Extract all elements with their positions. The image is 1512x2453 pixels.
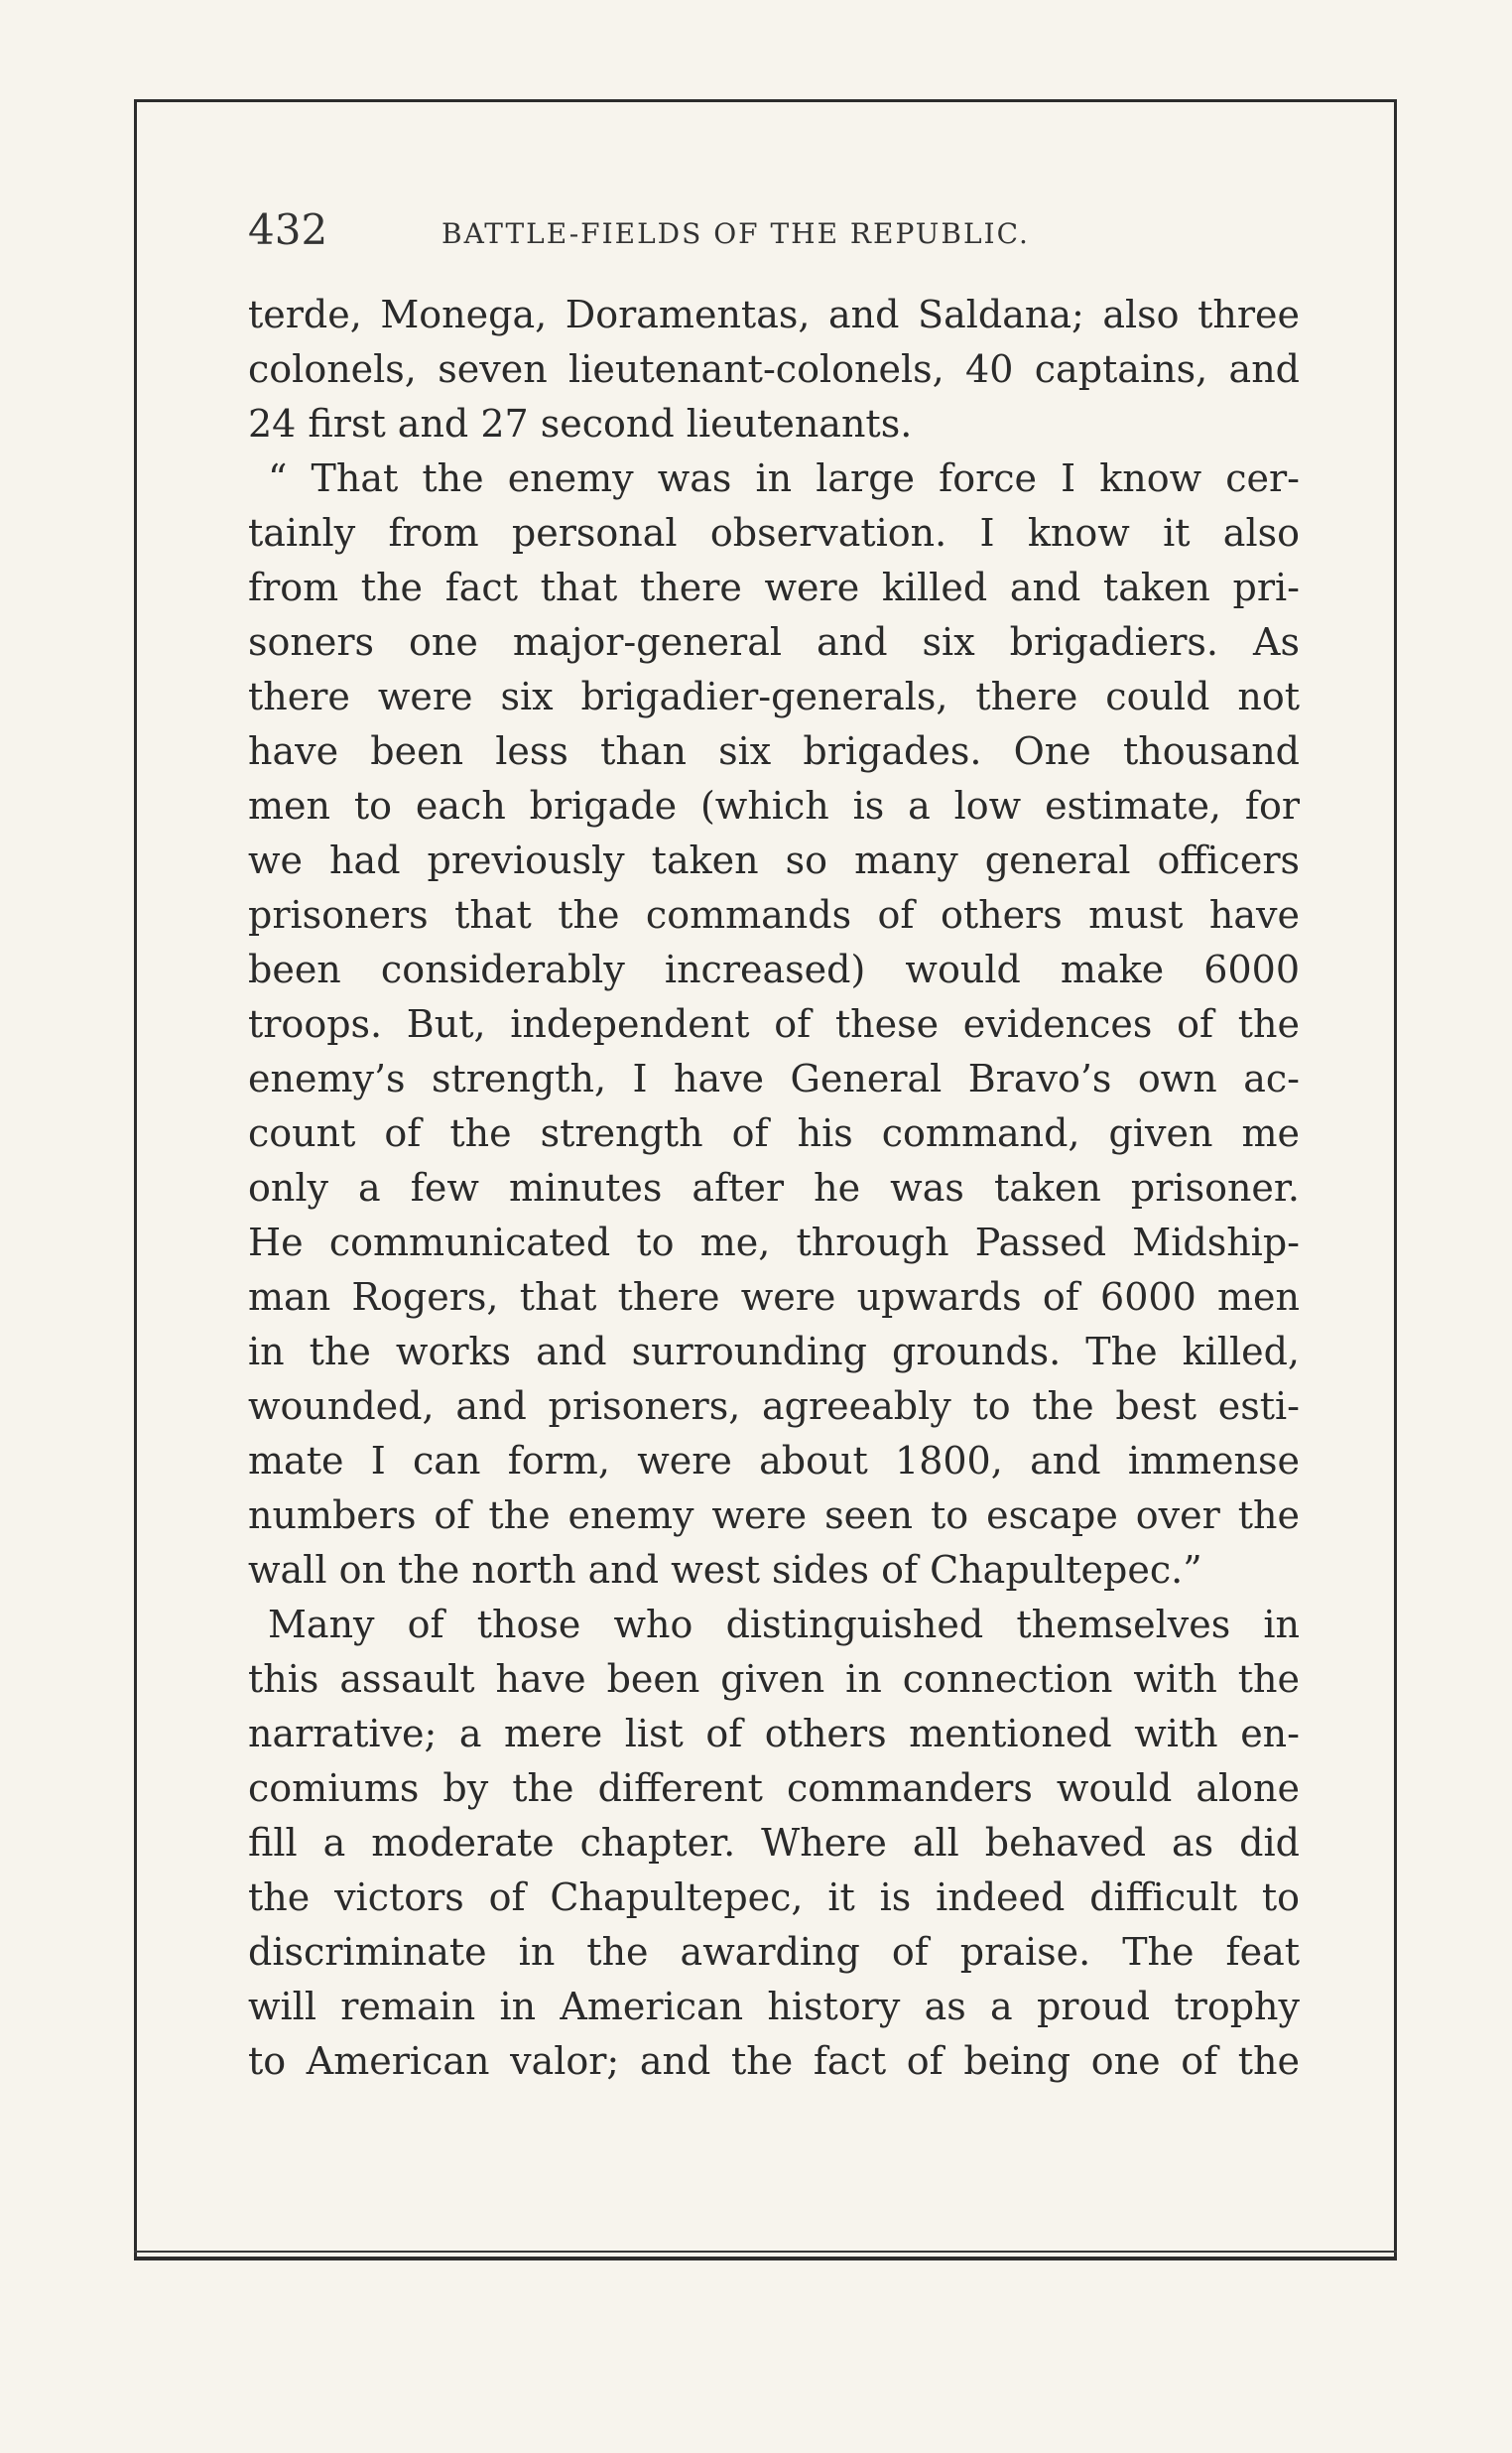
text-line: tainly from personal observation. I know it also <box>248 511 1300 555</box>
text-line: terde, Monega, Doramentas, and Saldana; also three <box>248 293 1300 336</box>
page-number: 432 <box>248 205 328 254</box>
body-text <box>248 288 1300 2089</box>
text-line: we had previously taken so many general officers <box>248 839 1300 882</box>
text-line: wounded, and prisoners, agreeably to the best esti- <box>248 1384 1300 1428</box>
bottom-rule <box>134 2251 1397 2253</box>
text-line: only a few minutes after he was taken prisoner. <box>248 1166 1300 1210</box>
text-line: troops. But, independent of these evidences of the <box>248 1002 1300 1046</box>
text-line: He communicated to me, through Passed Midship- <box>248 1221 1300 1264</box>
text-line: fill a moderate chapter. Where all behaved as did <box>248 1821 1300 1865</box>
text-line: prisoners that the commands of others must have <box>248 893 1300 937</box>
text-line: soners one major-general and six brigadiers. As <box>248 620 1300 664</box>
running-title: BATTLE-FIELDS OF THE REPUBLIC. <box>441 217 1030 250</box>
text-line: mate I can form, were about 1800, and immense <box>248 1439 1300 1483</box>
text-line: enemy’s strength, I have General Bravo’s own ac- <box>248 1057 1300 1100</box>
text-line: 24 first and 27 second lieutenants. <box>248 402 913 446</box>
text-line: count of the strength of his command, given me <box>248 1111 1300 1155</box>
text-line: “ That the enemy was in large force I know cer- <box>268 456 1300 500</box>
page-header <box>248 200 1270 260</box>
text-line: the victors of Chapultepec, it is indeed difficult to <box>248 1875 1300 1919</box>
text-line: discriminate in the awarding of praise. The feat <box>248 1930 1300 1974</box>
text-line: there were six brigadier-generals, there could not <box>248 675 1300 718</box>
text-line: colonels, seven lieutenant-colonels, 40 captains, and <box>248 347 1300 391</box>
text-line: man Rogers, that there were upwards of 6000 men <box>248 1275 1300 1319</box>
text-line: comiums by the different commanders would alone <box>248 1766 1300 1810</box>
text-line: been considerably increased) would make 6000 <box>248 948 1300 991</box>
text-line: wall on the north and west sides of Chapultepec.” <box>248 1548 1202 1592</box>
text-line: to American valor; and the fact of being one of the <box>248 2039 1300 2083</box>
text-line: will remain in American history as a proud trophy <box>248 1985 1300 2028</box>
text-line: from the fact that there were killed and taken pri- <box>248 566 1300 609</box>
text-line: in the works and surrounding grounds. The killed, <box>248 1330 1300 1373</box>
text-line: Many of those who distinguished themselves in <box>268 1603 1300 1646</box>
text-line: numbers of the enemy were seen to escape over the <box>248 1493 1300 1537</box>
text-line: narrative; a mere list of others mentioned with en- <box>248 1712 1300 1755</box>
text-line: this assault have been given in connection with the <box>248 1657 1300 1701</box>
text-line: have been less than six brigades. One thousand <box>248 729 1300 773</box>
text-line: men to each brigade (which is a low estimate, for <box>248 784 1300 828</box>
